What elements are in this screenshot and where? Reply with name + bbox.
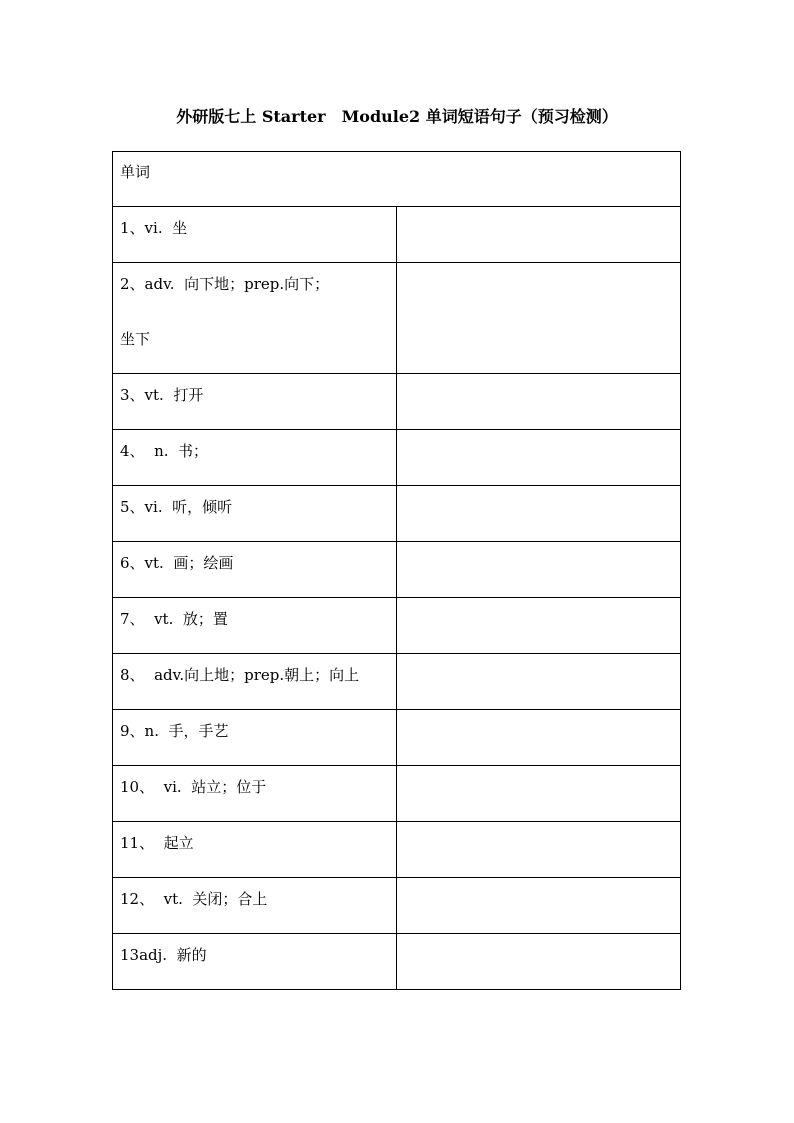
prompt-text: 5、vi. 听，倾听 xyxy=(120,498,233,516)
answer-cell[interactable] xyxy=(397,486,681,542)
answer-cell[interactable] xyxy=(397,654,681,710)
table-row xyxy=(113,766,681,822)
table-row xyxy=(113,654,681,710)
table-row xyxy=(113,207,681,263)
prompt-text: 1、vi. 坐 xyxy=(120,219,188,237)
table-row xyxy=(113,598,681,654)
prompt-text: 6、vt. 画；绘画 xyxy=(120,554,234,572)
table-row xyxy=(113,934,681,990)
prompt-text: 11、 起立 xyxy=(120,834,194,852)
answer-cell[interactable] xyxy=(397,542,681,598)
prompt-text: 3、vt. 打开 xyxy=(120,386,204,404)
answer-cell[interactable] xyxy=(397,878,681,934)
table-row xyxy=(113,542,681,598)
table-row xyxy=(113,878,681,934)
page-title: 外研版七上 Starter Module2 单词短语句子（预习检测） xyxy=(176,107,618,126)
prompt-text: 2、adv. 向下地；prep.向下； xyxy=(120,275,330,293)
prompt-cell xyxy=(113,430,397,486)
answer-cell[interactable] xyxy=(397,374,681,430)
table-header-row xyxy=(113,152,681,207)
prompt-cell xyxy=(113,934,397,990)
prompt-text: 8、 adv.向上地；prep.朝上；向上 xyxy=(120,666,360,684)
prompt-cell xyxy=(113,207,397,263)
prompt-cell xyxy=(113,542,397,598)
table-row xyxy=(113,263,681,374)
table-row xyxy=(113,486,681,542)
prompt-text: 9、n. 手，手艺 xyxy=(120,722,229,740)
prompt-text: 4、 n. 书； xyxy=(120,442,209,460)
prompt-cell xyxy=(113,486,397,542)
prompt-text: 7、 vt. 放；置 xyxy=(120,610,228,628)
prompt-cell xyxy=(113,822,397,878)
answer-cell[interactable] xyxy=(397,822,681,878)
vocabulary-table xyxy=(112,151,681,990)
prompt-text: 13adj. 新的 xyxy=(120,946,207,964)
answer-cell[interactable] xyxy=(397,710,681,766)
prompt-cell xyxy=(113,374,397,430)
answer-cell[interactable] xyxy=(397,766,681,822)
prompt-cell xyxy=(113,598,397,654)
answer-cell[interactable] xyxy=(397,598,681,654)
prompt-cell xyxy=(113,878,397,934)
answer-cell[interactable] xyxy=(397,263,681,374)
section-header-label: 单词 xyxy=(120,163,151,181)
table-row xyxy=(113,430,681,486)
prompt-cell xyxy=(113,263,397,374)
answer-cell[interactable] xyxy=(397,934,681,990)
prompt-text-continued: 坐下 xyxy=(120,330,151,348)
prompt-text: 10、 vi. 站立；位于 xyxy=(120,778,267,796)
table-row xyxy=(113,822,681,878)
section-header-cell xyxy=(113,152,681,207)
table-row xyxy=(113,374,681,430)
prompt-cell xyxy=(113,710,397,766)
answer-cell[interactable] xyxy=(397,207,681,263)
answer-cell[interactable] xyxy=(397,430,681,486)
table-row xyxy=(113,710,681,766)
prompt-text: 12、 vt. 关闭；合上 xyxy=(120,890,268,908)
prompt-cell xyxy=(113,766,397,822)
prompt-cell xyxy=(113,654,397,710)
